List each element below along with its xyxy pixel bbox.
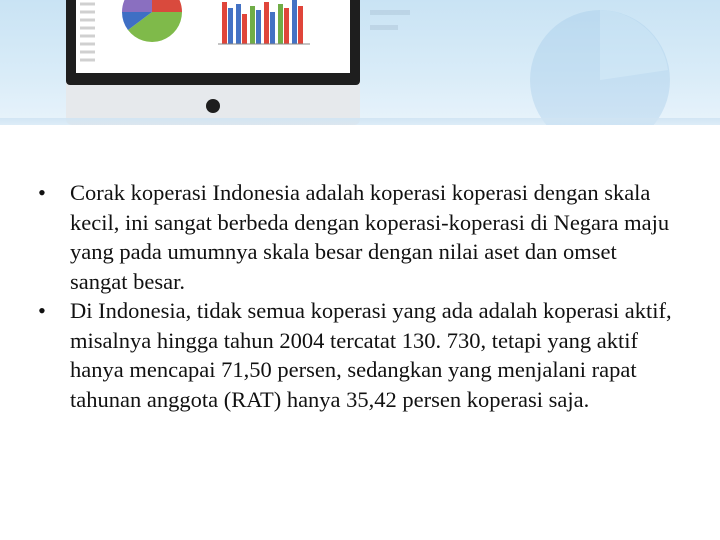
bullet-list — [38, 178, 678, 414]
slide-body — [38, 178, 678, 414]
bullet-text: Corak koperasi Indonesia adalah koperasi koperasi dengan skala kecil, ini sangat berbeda dengan koperasi-koperasi di Negara maju yang pada umumnya skala besar dengan nilai aset dan omset sangat besar. — [70, 180, 670, 294]
background-chart-decoration — [370, 10, 670, 125]
power-button-icon — [206, 99, 220, 113]
list-item — [38, 296, 678, 414]
list-item — [38, 178, 678, 296]
bullet-icon: • — [38, 298, 46, 323]
bullet-text: Di Indonesia, tidak semua koperasi yang ada adalah koperasi aktif, misalnya hingga tahun 2004 tercatat 130. 730, tetapi yang aktif hanya mencapai 71,50 persen, sedangkan yang menjalani rapat tahunan anggota (RAT) hanya 35,42 persen koperasi saja. — [70, 298, 672, 412]
header-banner — [0, 0, 720, 125]
monitor-with-charts-icon — [0, 0, 720, 125]
screen — [76, 0, 350, 73]
bullet-icon: • — [38, 180, 46, 205]
banner-fade — [0, 118, 720, 125]
